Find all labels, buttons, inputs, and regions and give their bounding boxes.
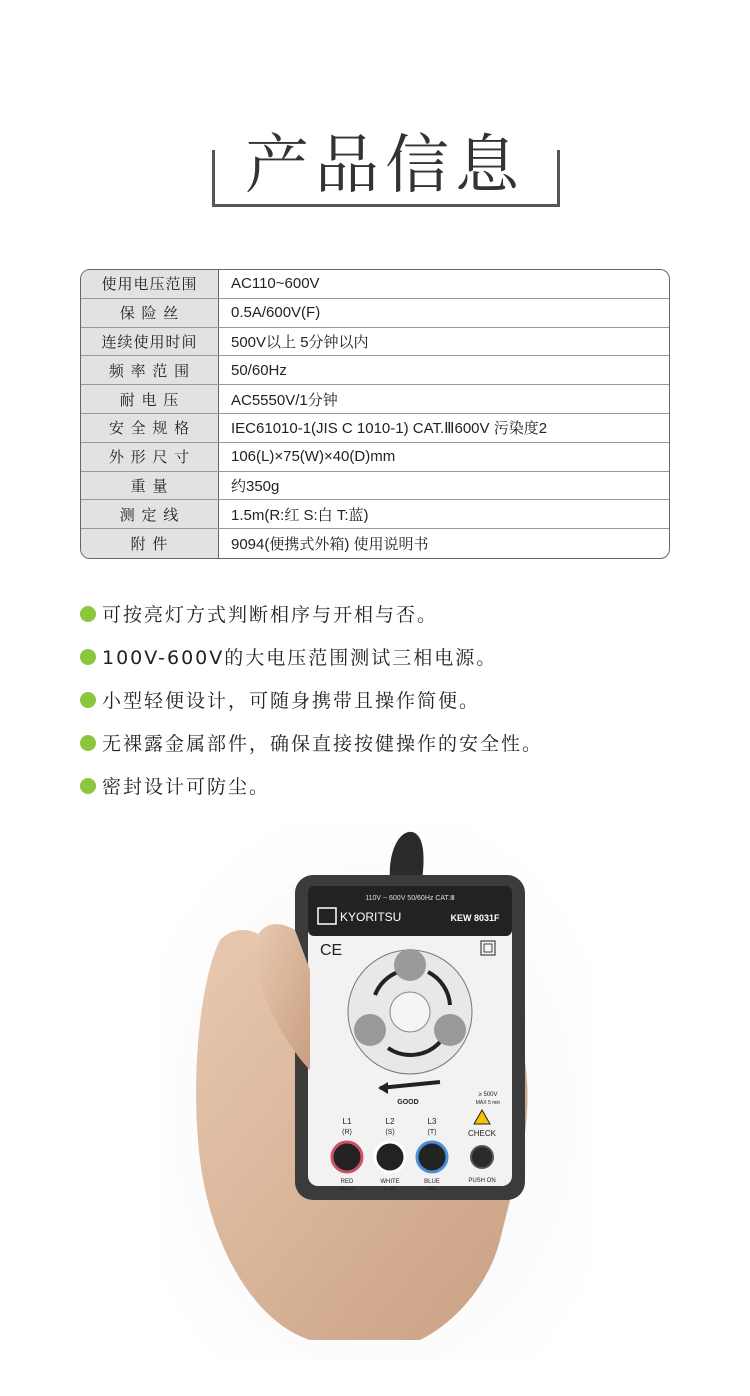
feature-item — [80, 635, 720, 678]
spec-row — [81, 299, 669, 328]
spec-label: 耐 电 压 — [81, 385, 219, 413]
spec-row — [81, 529, 669, 558]
feature-text: 密封设计可防尘。 — [102, 776, 271, 798]
spec-label: 安 全 规 格 — [81, 414, 219, 442]
spec-label: 测 定 线 — [81, 500, 219, 528]
spec-table — [80, 269, 670, 559]
feature-list — [80, 592, 720, 807]
spec-row — [81, 500, 669, 529]
terminal-sub: GRAY — [426, 1186, 438, 1191]
spec-row — [81, 385, 669, 414]
terminal-code: (R) — [342, 1129, 352, 1136]
spec-row — [81, 356, 669, 385]
page-title: 产品信息 — [245, 129, 525, 203]
terminal-name: L3 — [427, 1117, 437, 1126]
spec-label: 连续使用时间 — [81, 328, 219, 356]
limit-label: ≥ 500V — [478, 1092, 498, 1098]
spec-label: 重 量 — [81, 472, 219, 500]
terminal-color: BLUE — [424, 1179, 440, 1185]
limit-sub: MAX 5 min — [475, 1100, 501, 1106]
spec-value: 约350g — [231, 477, 280, 495]
spec-label: 保 险 丝 — [81, 299, 219, 327]
terminal-color: WHITE — [380, 1179, 400, 1185]
spec-row — [81, 328, 669, 357]
terminal-white — [375, 1142, 405, 1172]
spec-label: 频 率 范 围 — [81, 356, 219, 384]
feature-text: 可按亮灯方式判断相序与开相与否。 — [102, 604, 439, 626]
spec-value: 106(L)×75(W)×40(D)mm — [231, 448, 396, 466]
feature-text: 无裸露金属部件，确保直接按健操作的安全性。 — [102, 733, 544, 755]
lamp-l3 — [434, 1014, 466, 1046]
lamp-l1 — [394, 949, 426, 981]
terminal-color: RED — [340, 1179, 354, 1185]
bullet-icon — [80, 735, 96, 751]
terminal-red — [332, 1142, 362, 1172]
feature-text: 小型轻便设计，可随身携带且操作简便。 — [102, 690, 481, 712]
spec-value: AC110~600V — [231, 275, 320, 293]
device-brand: KYORITSU — [340, 910, 402, 924]
push-label: PUSH ON — [468, 1178, 496, 1184]
bullet-icon — [80, 778, 96, 794]
feature-text: 100V-600V的大电压范围测试三相电源。 — [102, 647, 498, 669]
device-header-text: 110V ~ 600V 50/60Hz CAT.Ⅲ — [365, 895, 455, 902]
check-label: CHECK — [467, 1129, 497, 1138]
spec-label: 外 形 尺 寸 — [81, 443, 219, 471]
feature-item — [80, 721, 720, 764]
spec-value: IEC61010-1(JIS C 1010-1) CAT.Ⅲ600V 污染度2 — [231, 420, 548, 438]
terminal-code: (S) — [385, 1129, 395, 1136]
ce-mark: CE — [320, 942, 343, 959]
dial-center — [390, 992, 430, 1032]
spec-row — [81, 270, 669, 299]
spec-row — [81, 472, 669, 501]
terminal-sub: BROWN — [339, 1186, 355, 1191]
check-button[interactable] — [471, 1146, 493, 1168]
spec-row — [81, 443, 669, 472]
spec-value: 1.5m(R:红 S:白 T:蓝) — [231, 506, 369, 524]
product-photo — [160, 820, 590, 1360]
bullet-icon — [80, 692, 96, 708]
section-title — [212, 108, 558, 208]
lamp-l2 — [354, 1014, 386, 1046]
terminal-name: L2 — [385, 1117, 395, 1126]
spec-row — [81, 414, 669, 443]
terminal-blue — [417, 1142, 447, 1172]
spec-value: AC5550V/1分钟 — [231, 391, 338, 409]
spec-value: 9094(便携式外箱) 使用说明书 — [231, 536, 429, 554]
terminal-code: (T) — [427, 1129, 437, 1136]
spec-label: 使用电压范围 — [81, 270, 219, 298]
terminal-sub: BLACK — [383, 1186, 397, 1191]
bullet-icon — [80, 649, 96, 665]
feature-item — [80, 592, 720, 635]
terminal-name: L1 — [342, 1117, 352, 1126]
spec-value: 50/60Hz — [231, 361, 287, 379]
feature-item — [80, 764, 720, 807]
spec-value: 500V以上 5分钟以内 — [231, 333, 369, 351]
device-header — [308, 886, 512, 936]
bullet-icon — [80, 606, 96, 622]
spec-label: 附 件 — [81, 529, 219, 558]
good-label: GOOD — [397, 1099, 419, 1106]
feature-item — [80, 678, 720, 721]
device-model: KEW 8031F — [450, 913, 500, 923]
spec-value: 0.5A/600V(F) — [231, 304, 321, 322]
